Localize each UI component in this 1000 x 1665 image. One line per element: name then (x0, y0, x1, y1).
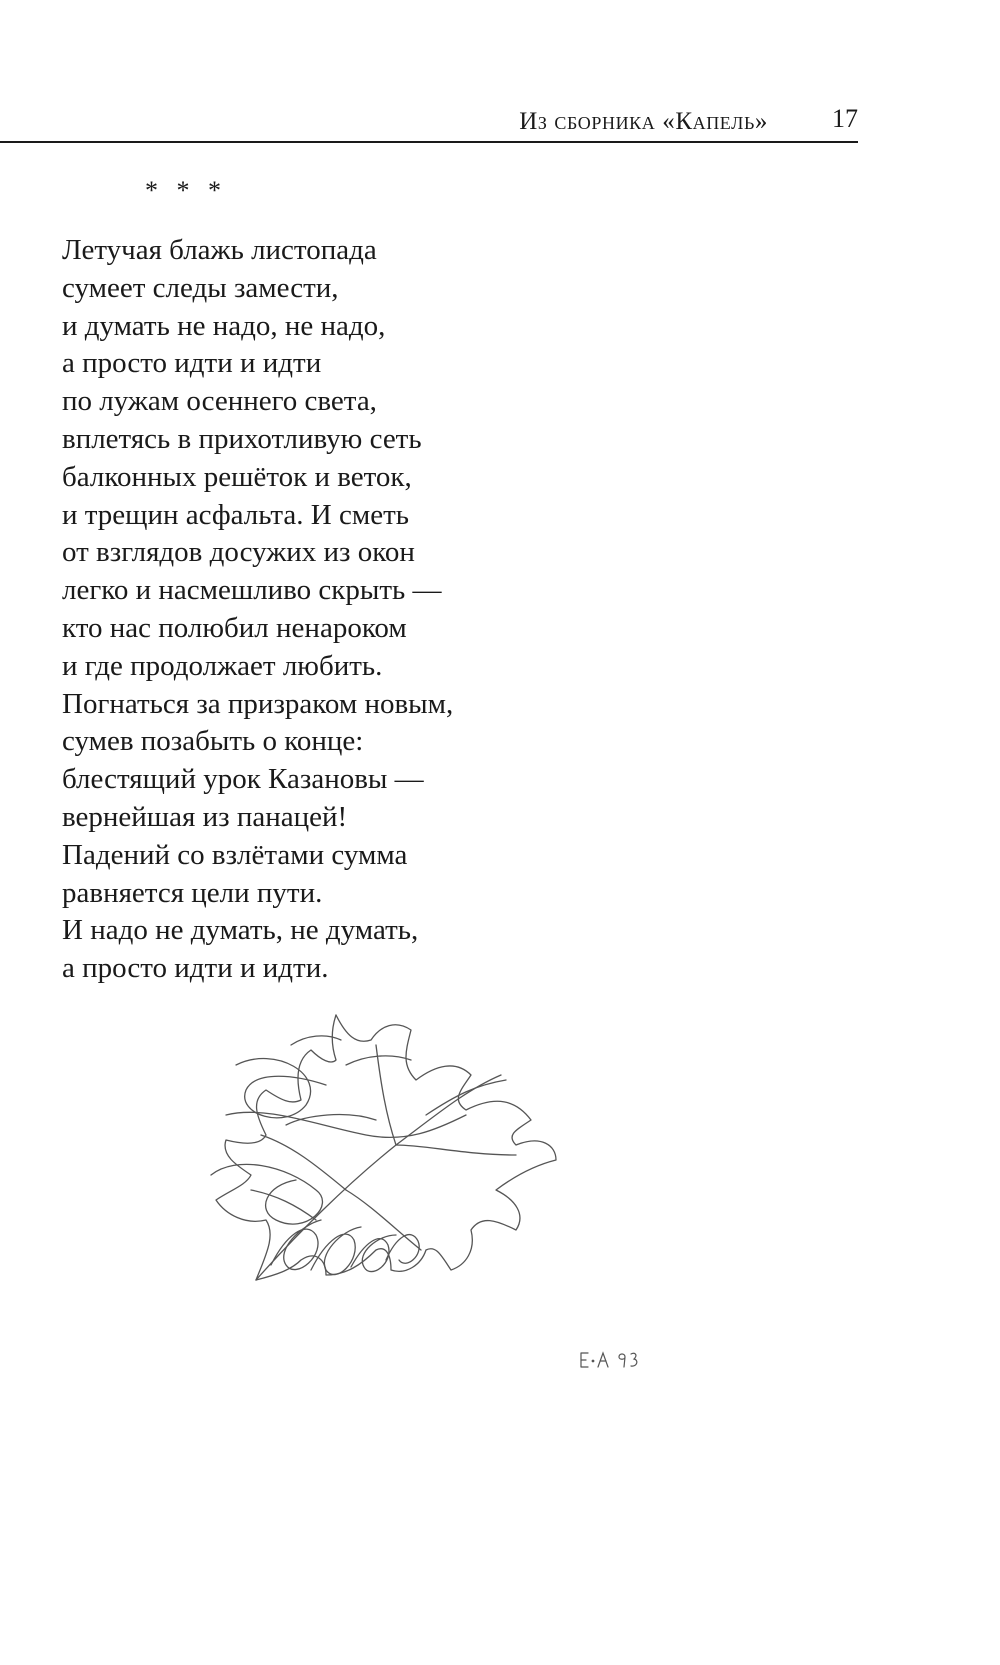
poem-line: Погнаться за призраком новым, (62, 687, 454, 720)
poem-separator: * * * (145, 176, 227, 205)
poem-line: вплетясь в прихотливую сеть (62, 422, 422, 455)
running-title: Из сборника «Капель» (519, 108, 768, 135)
poem-line: Летучая блажь листопада (62, 234, 377, 266)
poem-line: по лужам осеннего света, (62, 385, 377, 418)
artist-signature (575, 1345, 655, 1375)
poem-line: кто нас полюбил ненароком (62, 611, 407, 644)
poem-line: и где продолжает любить. (62, 649, 383, 682)
header-rule (0, 141, 858, 143)
maple-leaf-sketch-icon (196, 1005, 666, 1385)
poem-line: а просто идти и идти (62, 347, 322, 380)
poem-line: И надо не думать, не думать, (62, 914, 419, 947)
poem-line: блестящий урок Казановы — (62, 763, 424, 796)
poem-line: сумеет следы замести, (62, 271, 339, 304)
poem-line: равняется цели пути. (62, 876, 323, 909)
poem-text (62, 232, 453, 988)
poem-line: вернейшая из панацей! (62, 800, 348, 833)
poem-line: и думать не надо, не надо, (62, 309, 386, 342)
poem-line: Падений со взлётами сумма (62, 838, 408, 871)
poem-line: от взглядов досужих из окон (62, 536, 415, 569)
poem-line: легко и насмешливо скрыть — (62, 574, 442, 607)
poem-line: а просто идти и идти. (62, 952, 329, 985)
poem-line: сумев позабыть о конце: (62, 725, 364, 758)
poem-line: балконных решёток и веток, (62, 460, 412, 493)
page-number: 17 (832, 104, 858, 133)
running-header (0, 102, 858, 142)
poem-line: и трещин асфальта. И сметь (62, 498, 409, 531)
